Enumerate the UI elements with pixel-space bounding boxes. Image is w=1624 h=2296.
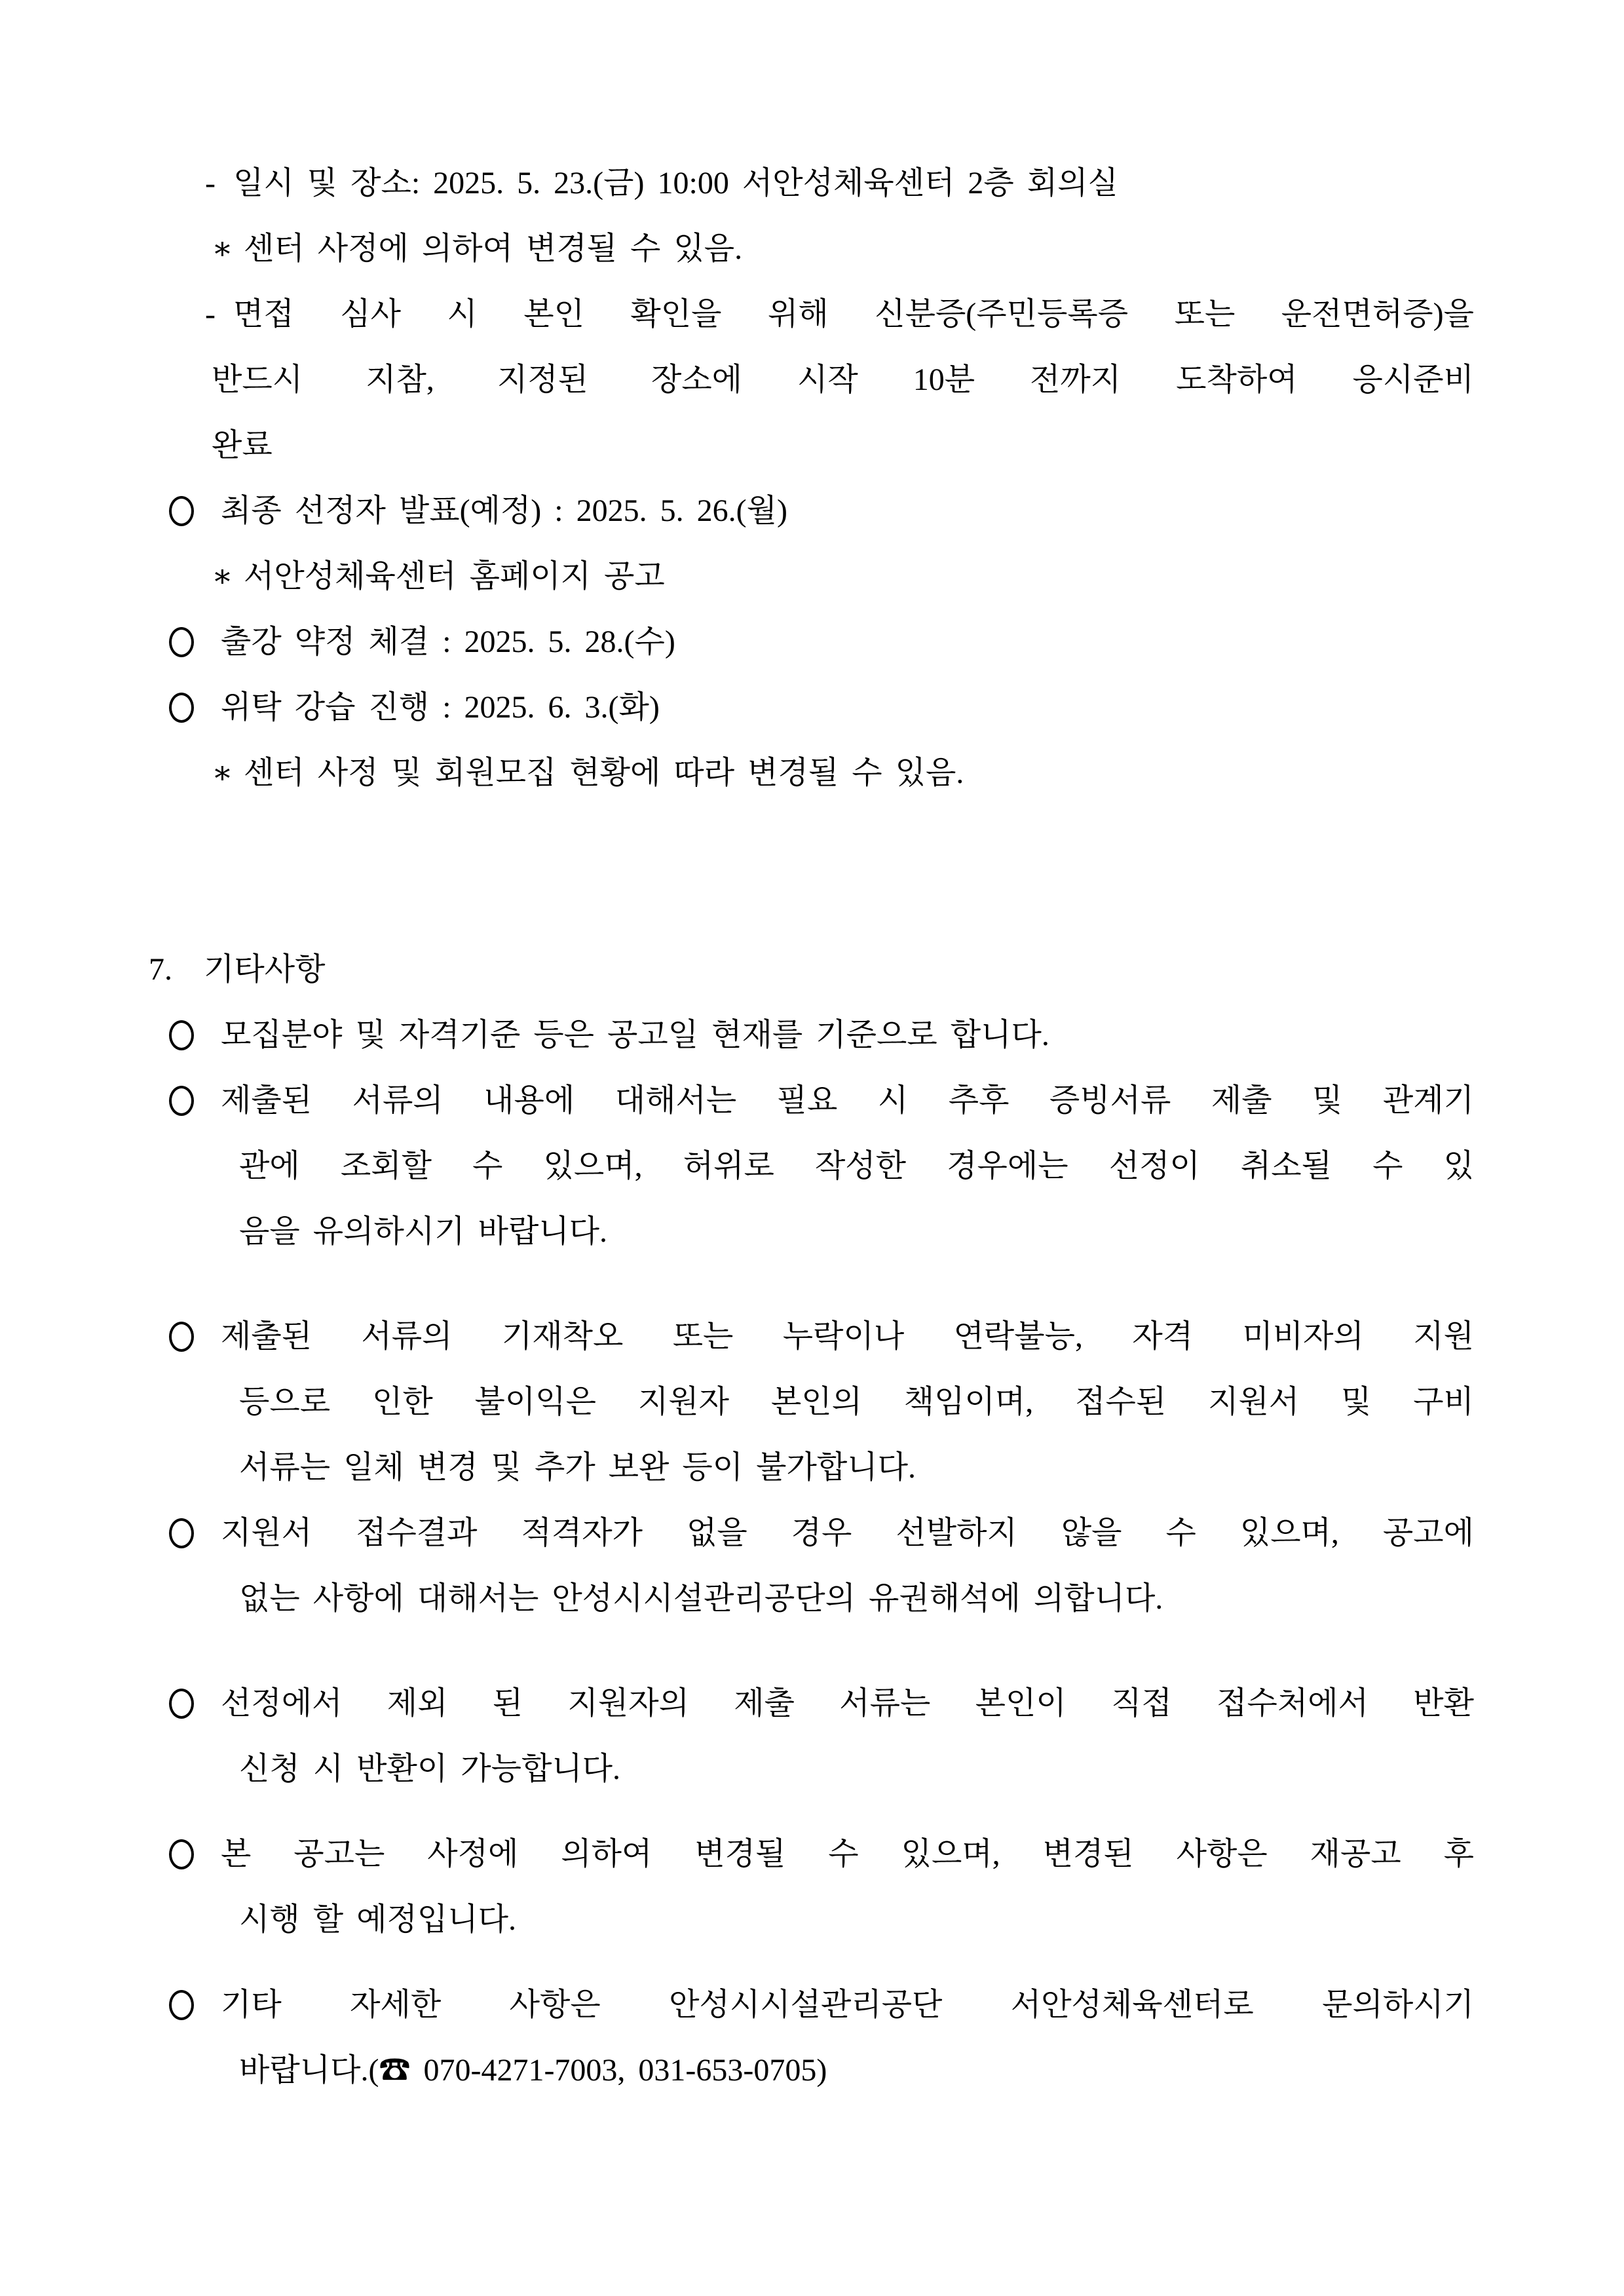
circle-bullet-icon [169, 1990, 194, 2020]
line-text: 제출된 서류의 내용에 대해서는 필요 시 추후 증빙서류 제출 및 관계기 [221, 1083, 1474, 1118]
document-line [0, 1003, 1474, 1068]
circle-bullet-icon [169, 693, 194, 723]
document-line [0, 544, 1474, 609]
dash-bullet-icon: - [205, 297, 216, 332]
line-text: 서안성체육센터 홈페이지 공고 [244, 559, 665, 594]
paragraph-a6 [0, 609, 1474, 675]
paragraph-a7 [0, 675, 1474, 740]
line-text: 바랍니다.(☎ 070-4271-7003, 031-653-0705) [239, 2053, 827, 2088]
line-text: 본 공고는 사정에 의하여 변경될 수 있으며, 변경된 사항은 재공고 후 [221, 1837, 1474, 1871]
line-text: 일시 및 장소: 2025. 5. 23.(금) 10:00 서안성체육센터 2층 회의실 [233, 166, 1118, 201]
line-text: 반드시 지참, 지정된 장소에 시작 10분 전까지 도착하여 응시준비 [212, 362, 1474, 397]
line-text: 완료 [212, 428, 273, 463]
line-text: 모집분야 및 자격기준 등은 공고일 현재를 기준으로 합니다. [221, 1018, 1049, 1052]
document-line [0, 1435, 1474, 1501]
paragraph-a8 [0, 740, 1474, 806]
document-line [0, 1199, 1474, 1265]
line-text: 없는 사항에 대해서는 안성시시설관리공단의 유권해석에 의합니다. [239, 1581, 1163, 1616]
line-text: 센터 사정 및 회원모집 현황에 따라 변경될 수 있음. [244, 756, 964, 790]
star-bullet-icon: ∗ [212, 559, 233, 594]
paragraph-b4 [0, 1501, 1474, 1632]
document-line [0, 740, 1474, 806]
paragraph-b7 [0, 1972, 1474, 2103]
circle-bullet-icon [169, 1322, 194, 1352]
line-text: 제출된 서류의 기재착오 또는 누락이나 연락불능, 자격 미비자의 지원 [221, 1319, 1474, 1354]
document-body [0, 151, 1474, 2103]
circle-bullet-icon [169, 1086, 194, 1116]
circle-bullet-icon [169, 1518, 194, 1548]
circle-bullet-icon [169, 496, 194, 526]
line-text: 서류는 일체 변경 및 추가 보완 등이 불가합니다. [239, 1450, 916, 1485]
star-bullet-icon: ∗ [212, 756, 233, 790]
paragraph-a4 [0, 478, 1474, 544]
line-text: 출강 약정 체결 : 2025. 5. 28.(수) [221, 624, 675, 659]
document-line [0, 1304, 1474, 1369]
paragraph-b3 [0, 1304, 1474, 1501]
dash-bullet-icon: - [205, 166, 216, 201]
document-line [0, 1736, 1474, 1802]
line-text: 지원서 접수결과 적격자가 없을 경우 선발하지 않을 수 있으며, 공고에 [221, 1516, 1474, 1550]
document-line [0, 2038, 1474, 2103]
circle-bullet-icon [169, 1689, 194, 1719]
line-text: 위탁 강습 진행 : 2025. 6. 3.(화) [221, 690, 660, 725]
paragraph-b5 [0, 1671, 1474, 1802]
section-schedule-details [0, 151, 1474, 806]
document-line [0, 478, 1474, 544]
line-text: 기타 자세한 사항은 안성시시설관리공단 서안성체육센터로 문의하시기 [221, 1987, 1474, 2022]
paragraph-a2 [0, 216, 1474, 282]
line-text: 면접 심사 시 본인 확인을 위해 신분증(주민등록증 또는 운전면허증)을 [233, 297, 1474, 332]
line-text: 시행 할 예정입니다. [239, 1902, 516, 1937]
line-text: 선정에서 제외 된 지원자의 제출 서류는 본인이 직접 접수처에서 반환 [221, 1686, 1474, 1721]
document-line [0, 1369, 1474, 1435]
document-line [0, 1972, 1474, 2038]
circle-bullet-icon [169, 627, 194, 657]
document-line [0, 413, 1474, 478]
star-bullet-icon: ∗ [212, 231, 233, 266]
line-text: 센터 사정에 의하여 변경될 수 있음. [244, 231, 743, 266]
document-line [0, 282, 1474, 347]
document-line [0, 347, 1474, 413]
document-line [0, 1068, 1474, 1134]
line-text: 등으로 인한 불이익은 지원자 본인의 책임이며, 접수된 지원서 및 구비 [239, 1385, 1474, 1419]
document-line [0, 1671, 1474, 1736]
paragraph-a3 [0, 282, 1474, 478]
circle-bullet-icon [169, 1020, 194, 1050]
paragraph-b2 [0, 1068, 1474, 1265]
paragraph-b1 [0, 1003, 1474, 1068]
document-line [0, 1822, 1474, 1887]
paragraph-a5 [0, 544, 1474, 609]
document-line [0, 1501, 1474, 1566]
document-line [0, 1887, 1474, 1953]
document-line [0, 151, 1474, 216]
circle-bullet-icon [169, 1839, 194, 1869]
document-line [0, 1134, 1474, 1199]
section-etc-notes [0, 937, 1474, 2103]
line-text: 관에 조회할 수 있으며, 허위로 작성한 경우에는 선정이 취소될 수 있 [239, 1149, 1474, 1183]
document-line [0, 216, 1474, 282]
line-text: 음을 유의하시기 바랍니다. [239, 1214, 608, 1249]
document-line [0, 1566, 1474, 1632]
line-text: 신청 시 반환이 가능합니다. [239, 1751, 621, 1786]
document-line [0, 675, 1474, 740]
paragraph-b6 [0, 1822, 1474, 1953]
document-line [0, 609, 1474, 675]
line-text: 최종 선정자 발표(예정) : 2025. 5. 26.(월) [221, 493, 787, 528]
section-heading: 7. 기타사항 [149, 952, 326, 987]
paragraph-a1 [0, 151, 1474, 216]
